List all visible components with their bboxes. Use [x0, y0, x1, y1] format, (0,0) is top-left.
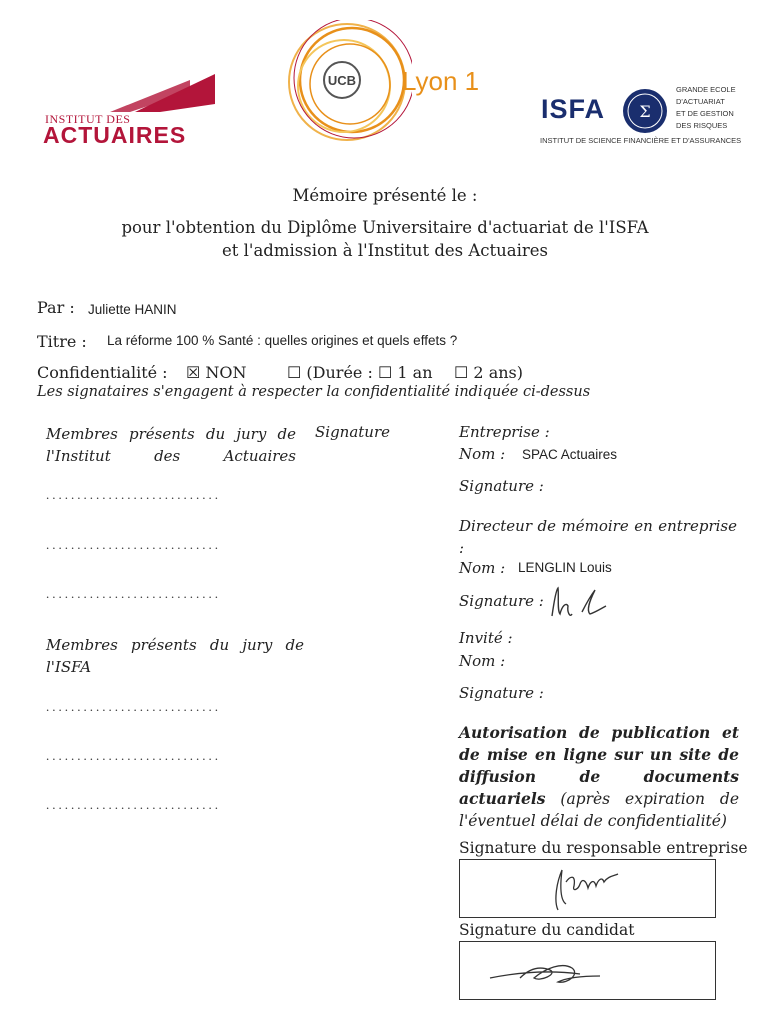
- directeur-signature-label: Signature :: [459, 592, 544, 610]
- lyon1-logo: [282, 20, 412, 150]
- entreprise-nom-label: Nom :: [459, 445, 506, 463]
- autorisation-block: [459, 722, 739, 832]
- isfa-seal-icon: [622, 88, 668, 134]
- jury-isfa-label: Membres présents du jury de l'ISFA: [46, 636, 304, 676]
- isfa-line: DES RISQUES: [676, 121, 728, 130]
- jury-ia-line-2[interactable]: ............................: [46, 537, 221, 552]
- signature-column-label: Signature: [315, 423, 391, 441]
- sig-candidat-label: Signature du candidat: [459, 921, 635, 939]
- ucbl-mark: UCB: [327, 73, 357, 88]
- author-name: Juliette HANIN: [88, 302, 177, 317]
- isfa-line: ET DE GESTION: [676, 109, 734, 118]
- jury-isfa-line-1[interactable]: ............................: [46, 699, 221, 714]
- sig-responsable-box[interactable]: [459, 859, 716, 918]
- sig-candidat-box[interactable]: [459, 941, 716, 1000]
- isfa-logo-text: ISFA: [541, 94, 606, 124]
- directeur-nom-label: Nom :: [459, 559, 506, 577]
- directeur-nom-value: LENGLIN Louis: [518, 560, 612, 575]
- autorisation-rest: (après expiration de l'éventuel délai de confidentialité): [459, 790, 739, 830]
- svg-text:Σ: Σ: [639, 102, 651, 121]
- directeur-signature-image: [540, 584, 610, 624]
- isfa-line: GRANDE ECOLE: [676, 85, 736, 94]
- invite-label: Invité :: [459, 629, 513, 647]
- memoire-presente-line: Mémoire présenté le :: [292, 186, 478, 205]
- titre-label: Titre :: [37, 332, 87, 351]
- invite-nom-label: Nom :: [459, 652, 506, 670]
- par-label: Par :: [37, 298, 75, 317]
- autorisation-bold: Autorisation de publication et de mise en ligne sur un site de diffusion de documents actuariels: [459, 723, 739, 808]
- confidentialite-note: Les signataires s'engagent à respecter la confidentialité indiquée ci-dessus: [37, 384, 591, 400]
- isfa-subtitle: INSTITUT DE SCIENCE FINANCIÈRE ET D'ASSURANCES: [540, 136, 742, 145]
- jury-ia-line-3[interactable]: ............................: [46, 586, 221, 601]
- conf-duree-checkbox[interactable]: ☐ (Durée : ☐ 1 an: [287, 363, 433, 382]
- jury-ia-label: Membres présents du jury de l'Institut des Actuaires: [46, 425, 296, 465]
- responsable-signature-image: [540, 862, 630, 914]
- conf-non-checkbox[interactable]: ☒ NON: [186, 363, 247, 382]
- invite-signature-label: Signature :: [459, 684, 544, 702]
- sig-responsable-label: Signature du responsable entreprise: [459, 839, 748, 857]
- jury-ia-line-1[interactable]: ............................: [46, 487, 221, 502]
- entreprise-nom-value: SPAC Actuaires: [522, 447, 618, 462]
- ia-logo-big-text: ACTUAIRES: [43, 122, 187, 148]
- confidentialite-label: Confidentialité :: [37, 363, 168, 382]
- jury-isfa-line-3[interactable]: ............................: [46, 797, 221, 812]
- entreprise-signature-label: Signature :: [459, 477, 544, 495]
- conf-2ans-checkbox[interactable]: ☐ 2 ans): [454, 363, 523, 382]
- diplome-line: pour l'obtention du Diplôme Universitaire d'actuariat de l'ISFA: [121, 218, 649, 237]
- directeur-label: Directeur de mémoire en entreprise :: [459, 517, 737, 557]
- candidat-signature-image: [480, 948, 630, 994]
- entreprise-label: Entreprise :: [459, 423, 550, 441]
- lyon1-text: Lyon 1: [402, 66, 480, 96]
- isfa-line: D'ACTUARIAT: [676, 97, 725, 106]
- jury-isfa-line-2[interactable]: ............................: [46, 748, 221, 763]
- ia-logo-small-text: INSTITUT DES: [45, 112, 131, 126]
- admission-line: et l'admission à l'Institut des Actuaires: [221, 241, 549, 260]
- isfa-lines: [676, 84, 736, 132]
- memoire-title: La réforme 100 % Santé : quelles origines et quels effets ?: [107, 333, 458, 348]
